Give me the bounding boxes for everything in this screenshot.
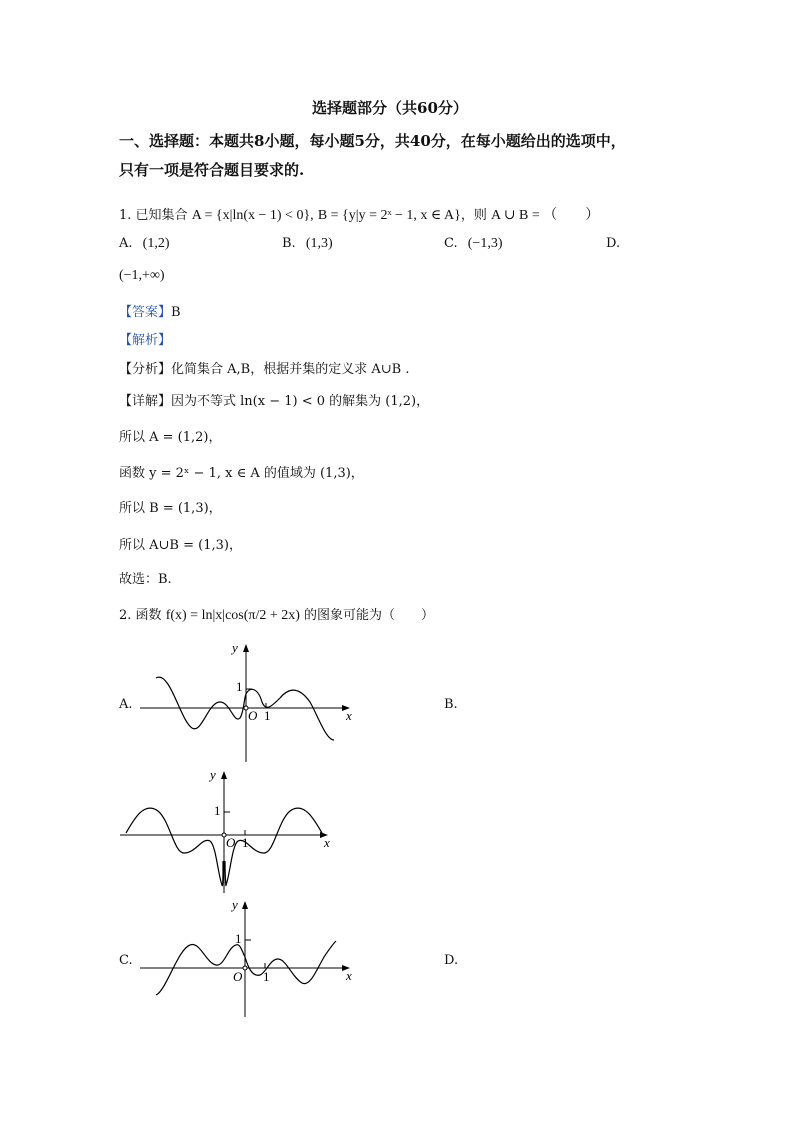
- graph-b-y-label: y: [210, 767, 216, 782]
- graph-a-y-label: y: [232, 640, 238, 655]
- q1-option-a-value: (1,2): [142, 236, 170, 251]
- q1-option-c[interactable]: [444, 236, 503, 252]
- xiangjie-text: 因为不等式 ln(x − 1) < 0 的解集为 (1,2)，: [171, 394, 430, 409]
- q1-union: A ∪ B = （ ）: [490, 208, 600, 223]
- graph-c-y-label: y: [232, 897, 238, 912]
- q1-option-b-label: B.: [282, 236, 296, 251]
- q1-option-b-value: (1,3): [305, 236, 333, 251]
- q1-step4: 所以 A∪B = (1,3)，: [119, 538, 242, 553]
- graph-a-origin: O: [248, 708, 258, 723]
- analysis-tag: 【解析】: [119, 333, 172, 348]
- q1-option-b[interactable]: [282, 236, 333, 252]
- q1-step2: 函数 y = 2ˣ − 1, x ∈ A 的值域为 (1,3)，: [119, 466, 364, 481]
- graph-a-one-y: 1: [236, 679, 243, 694]
- graph-b-x-label: x: [324, 835, 330, 850]
- q1-option-c-label: C.: [444, 236, 458, 251]
- fenxi-tag: 【分析】: [119, 362, 172, 377]
- fenxi-text: 化简集合 A,B，根据并集的定义求 A∪B .: [171, 362, 410, 377]
- graph-c-y-arrow: [242, 901, 248, 909]
- q1-stem: [119, 204, 599, 224]
- q1-fenxi: [119, 358, 409, 377]
- graph-a: [140, 640, 370, 765]
- section-instruction-line2: 只有一项是符合题目要求的.: [119, 161, 305, 179]
- graph-a-one-x: 1: [264, 708, 271, 723]
- graph-c-one-y: 1: [235, 931, 242, 946]
- q2-formula: f(x) = ln|x|cos(π/2 + 2x): [165, 608, 300, 623]
- section-instruction-line1: 一、选择题：本题共8小题，每小题5分，共40分，在每小题给出的选项中，: [119, 132, 626, 150]
- graph-b-one-y: 1: [214, 803, 221, 818]
- q2-option-a-label[interactable]: A.: [119, 697, 133, 712]
- q1-prefix: 1. 已知集合: [119, 208, 188, 223]
- q1-answer: [119, 301, 181, 320]
- graph-b-curve-right: [225, 808, 322, 886]
- q1-option-d-value: (−1,+∞): [119, 268, 165, 283]
- q1-set-a: A = {x|ln(x − 1) < 0}: [191, 208, 311, 223]
- q1-option-a[interactable]: [119, 236, 170, 252]
- graph-b-origin: O: [226, 835, 236, 850]
- graph-a-y-arrow: [243, 644, 249, 652]
- graph-b-y-arrow: [221, 771, 227, 779]
- graph-c-origin-dot: [243, 966, 247, 970]
- q1-option-c-value: (−1,3): [467, 236, 503, 251]
- graph-a-x-label: x: [346, 708, 352, 723]
- graph-b-curve-left: [126, 808, 223, 886]
- q2-option-d-label[interactable]: D.: [444, 953, 459, 968]
- section-title: 选择题部分（共60分）: [312, 99, 468, 117]
- graph-c-x-label: x: [346, 968, 352, 983]
- graph-b-one-x: 1: [242, 835, 249, 850]
- q2-option-b-label[interactable]: B.: [444, 697, 458, 712]
- graph-c-one-x: 1: [263, 969, 270, 984]
- q1-set-b: B = {y|y = 2ˣ − 1, x ∈ A}: [317, 208, 461, 223]
- q1-option-a-label: A.: [119, 236, 133, 251]
- q1-option-d-label: D.: [606, 236, 621, 251]
- answer-value: B: [171, 305, 181, 320]
- q1-comma: ,: [310, 208, 314, 223]
- q1-option-d[interactable]: [606, 236, 620, 251]
- answer-tag: 【答案】: [119, 305, 172, 320]
- q1-step1: 所以 A = (1,2)，: [119, 430, 222, 445]
- q1-suffix: ，则: [460, 208, 487, 223]
- q1-conclusion: 故选：B.: [119, 572, 172, 587]
- graph-c-origin: O: [233, 969, 243, 984]
- xiangjie-tag: 【详解】: [119, 394, 172, 409]
- q1-xiangjie: [119, 390, 429, 409]
- q2-option-c-label[interactable]: C.: [119, 953, 133, 968]
- q2-stem: [119, 604, 434, 624]
- graph-b: [118, 765, 348, 895]
- q1-step3: 所以 B = (1,3)，: [119, 501, 222, 516]
- graph-c: [140, 895, 370, 1020]
- q2-suffix: 的图象可能为（ ）: [304, 608, 435, 623]
- q2-prefix: 2. 函数: [119, 608, 162, 623]
